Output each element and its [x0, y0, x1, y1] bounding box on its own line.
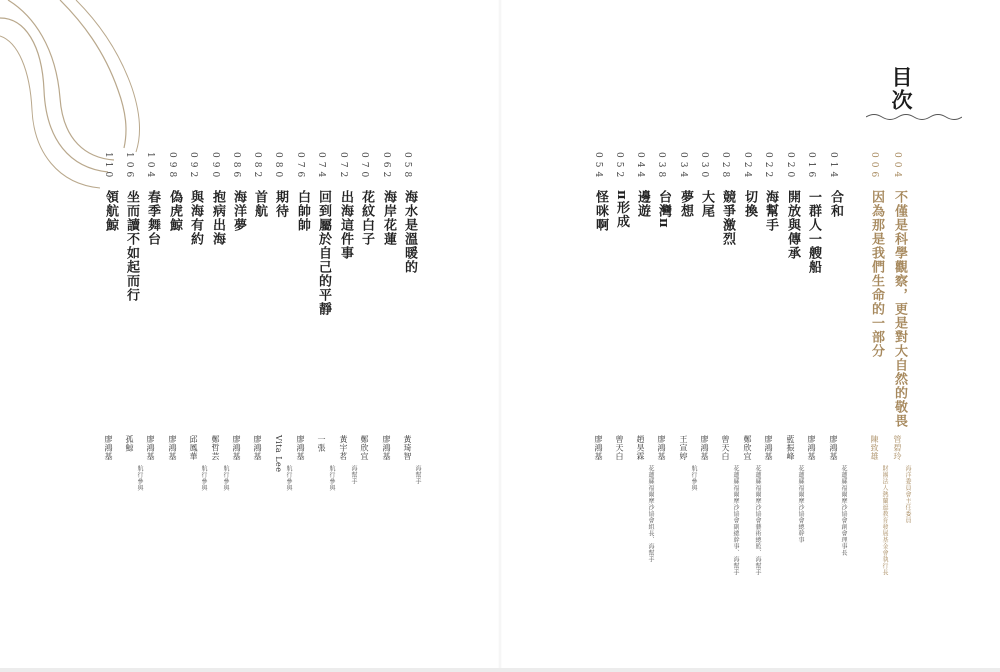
entry-role: 海幫手 [350, 465, 357, 485]
page-number: 058 [402, 152, 412, 182]
entry-author: 王宣婷 [679, 435, 688, 461]
entry-title: π形成 [614, 190, 629, 229]
entry-author: 鄭哲芸 [211, 435, 220, 461]
wave-divider-icon [866, 112, 962, 122]
entry-title: 首航 [252, 190, 267, 218]
page-number: 062 [381, 152, 391, 182]
entry-title: 海岸花蓮 [381, 190, 396, 246]
entry-title: 一群人一艘船 [806, 190, 821, 274]
page-number: 106 [124, 152, 134, 182]
entry-title: 海水是溫暖的 [402, 190, 417, 274]
entry-author: 廖鴻基 [253, 435, 262, 461]
entry-role: 花蓮縣福爾摩沙協會創會理事長 [840, 465, 847, 556]
page-number: 090 [210, 152, 220, 182]
entry-title: 期待 [273, 190, 288, 218]
entry-title: 回到屬於自己的平靜 [316, 190, 331, 316]
entry-author: 藍振峰 [786, 435, 795, 461]
page-number: 016 [806, 152, 816, 182]
page-number: 104 [145, 152, 155, 182]
entry-role: 財團法人熱蘭遮教育發展基金會執行長 [881, 465, 888, 576]
page-number: 024 [742, 152, 752, 182]
entry-role: 花蓮縣福爾摩沙協會組長、海幫手 [647, 465, 654, 563]
entry-title: 海洋夢 [231, 190, 246, 232]
entry-author: Vita Lee [274, 435, 283, 473]
entry-author: 廖鴻基 [104, 435, 113, 461]
page-number: 070 [359, 152, 369, 182]
entry-title: 因為那是我們生命的一部分 [869, 190, 884, 358]
entry-title: 切換 [742, 190, 757, 218]
entry-title: 開放與傳承 [785, 190, 800, 260]
page-number: 022 [763, 152, 773, 182]
page-number: 110 [103, 152, 113, 182]
entry-title: 邊遊 [635, 190, 650, 218]
entry-title: 領航鯨 [103, 190, 118, 232]
entry-role: 航行參與 [285, 465, 292, 491]
entry-author: 廖鴻基 [296, 435, 305, 461]
entry-role: 花蓮縣福爾摩沙協會總幹事 [797, 465, 804, 543]
toc-title: 目次 [889, 66, 914, 112]
entry-author: 管碧玲 [893, 435, 902, 461]
page-number: 044 [635, 152, 645, 182]
page-number: 072 [338, 152, 348, 182]
entry-author: 廖鴻基 [382, 435, 391, 461]
entry-title: 海幫手 [763, 190, 778, 232]
entry-role: 花蓮縣福爾摩沙協會藝術總監、海幫手 [754, 465, 761, 576]
page-number: 020 [785, 152, 795, 182]
entry-author: 一張 [317, 435, 326, 452]
entry-title: 白帥帥 [295, 190, 310, 232]
entry-title: 偽虎鯨 [167, 190, 182, 232]
entry-author: 廖鴻基 [807, 435, 816, 461]
entry-title: 台灣π [656, 190, 671, 229]
entry-author: 趙昊霖 [636, 435, 645, 461]
entry-author: 廖鴻基 [700, 435, 709, 461]
entry-title: 花紋白子 [359, 190, 374, 246]
page-number: 034 [678, 152, 688, 182]
entry-title: 坐而讀不如起而行 [124, 190, 139, 302]
entry-title: 夢想 [678, 190, 693, 218]
entry-role: 航行參與 [200, 465, 207, 491]
entry-author: 廖鴻基 [594, 435, 603, 461]
page-number: 030 [699, 152, 709, 182]
entry-role: 航行參與 [222, 465, 229, 491]
entry-title: 競爭激烈 [720, 190, 735, 246]
entry-title: 不僅是科學觀察，更是對大自然的敬畏 [892, 190, 907, 428]
entry-author: 廖鴻基 [657, 435, 666, 461]
page-number: 086 [231, 152, 241, 182]
page-number: 038 [656, 152, 666, 182]
page-number: 082 [252, 152, 262, 182]
entry-author: 鄭欣宜 [360, 435, 369, 461]
entry-title: 與海有約 [188, 190, 203, 246]
entry-author: 孤鯨 [125, 435, 134, 452]
page-number: 054 [593, 152, 603, 182]
entry-author: 廖鴻基 [168, 435, 177, 461]
entry-role: 花蓮縣福爾摩沙協會副總幹事、海幫手 [732, 465, 739, 576]
page-number: 004 [892, 152, 902, 182]
entry-author: 曾天白 [615, 435, 624, 461]
entry-role: 海洋委員會主任委員 [904, 465, 911, 524]
entry-title: 出海這件事 [338, 190, 353, 260]
page-number: 052 [614, 152, 624, 182]
page-number: 076 [295, 152, 305, 182]
entry-role: 航行參與 [136, 465, 143, 491]
entry-author: 廖鴻基 [232, 435, 241, 461]
page-number: 028 [720, 152, 730, 182]
entry-title: 抱病出海 [210, 190, 225, 246]
page-number: 098 [167, 152, 177, 182]
entry-title: 合和 [828, 190, 843, 218]
entry-role: 航行參與 [690, 465, 697, 491]
entry-author: 廖鴻基 [829, 435, 838, 461]
entry-author: 黃宇茗 [339, 435, 348, 461]
entry-author: 廖鴻基 [764, 435, 773, 461]
entry-role: 海幫手 [414, 465, 421, 485]
entry-title: 春季舞台 [145, 190, 160, 246]
entry-author: 廖鴻基 [146, 435, 155, 461]
entry-author: 鄭欣宜 [743, 435, 752, 461]
entry-author: 曾天白 [721, 435, 730, 461]
entry-author: 陳致雄 [870, 435, 879, 461]
page-number: 092 [188, 152, 198, 182]
page-number: 006 [869, 152, 879, 182]
page-number: 014 [828, 152, 838, 182]
entry-title: 怪咪啊 [593, 190, 608, 232]
page-number: 080 [273, 152, 283, 182]
entry-author: 邱鳳華 [189, 435, 198, 461]
entry-author: 黃琦智 [403, 435, 412, 461]
entry-role: 航行參與 [328, 465, 335, 491]
book-gutter [498, 0, 502, 668]
page-number: 074 [316, 152, 326, 182]
entry-title: 大尾 [699, 190, 714, 218]
